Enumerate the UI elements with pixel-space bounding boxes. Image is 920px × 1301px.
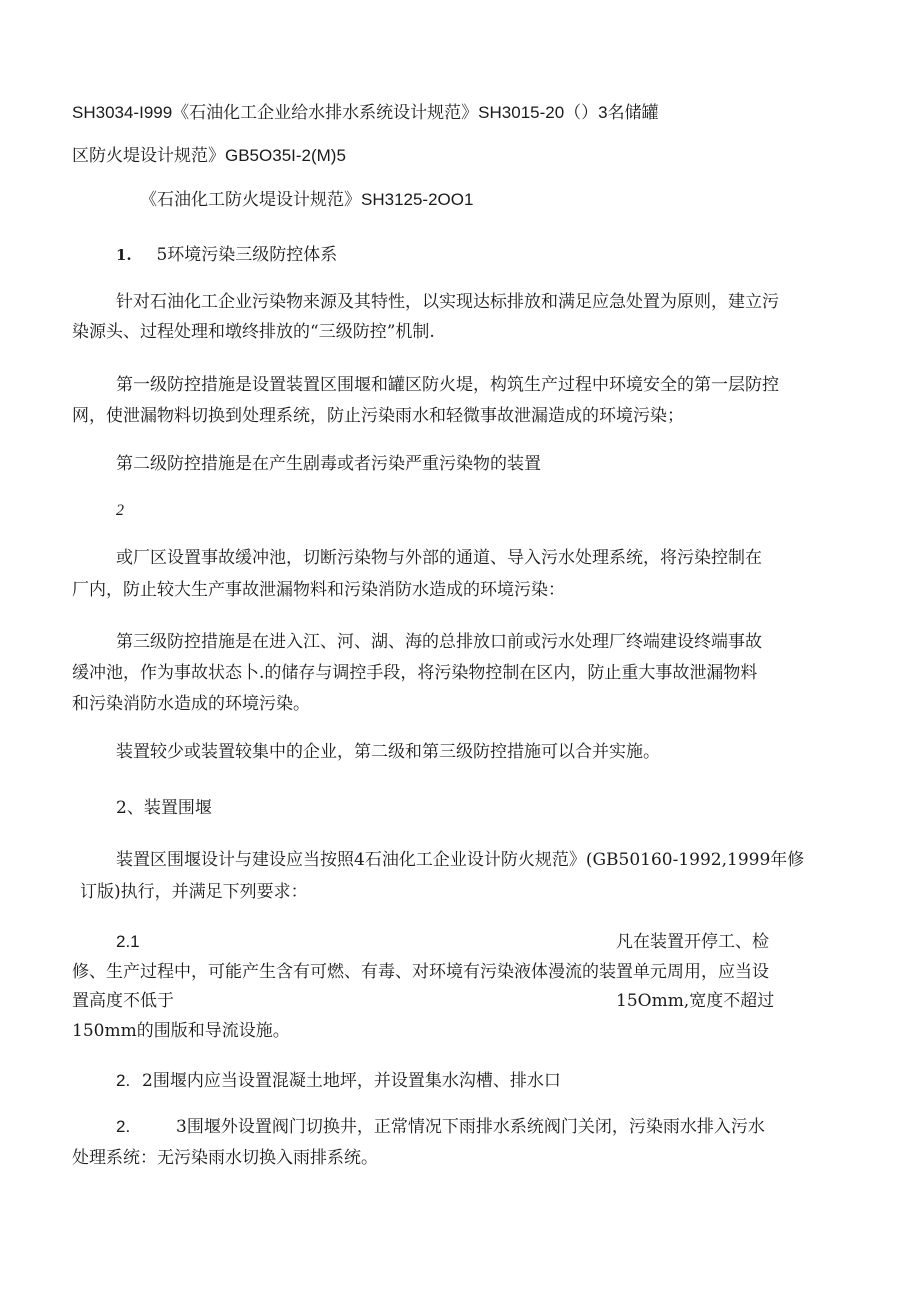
paragraph-level3-line-2: 缓冲池，作为事故状态卜.的储存与调控手段，将污染物控制在区内，防止重大事故泄漏物料 xyxy=(72,663,758,683)
paragraph-level2-line-1: 或厂区设置事故缓冲池，切断污染物与外部的通道、导入污水处理系统，将污染控制在 xyxy=(116,548,762,568)
paragraph-level1-line-1: 第一级防控措施是设置装置区围堰和罐区防火堤，构筑生产过程中环境安全的第一层防控 xyxy=(116,375,779,395)
section-heading-1-5 xyxy=(116,243,337,267)
item-2-3-line-2: 处理系统：无污染雨水切换入雨排系统。 xyxy=(72,1148,378,1168)
item-2-1-line-4: 150mm的围版和导流设施。 xyxy=(72,1021,290,1041)
paragraph-level3-line-3: 和污染消防水造成的环境污染。 xyxy=(72,694,310,714)
item-2-1-number: 2.1 xyxy=(116,932,140,951)
item-2-1-line-3-right: 15Omm,宽度不超过 xyxy=(616,991,775,1011)
section-number: 1. xyxy=(116,246,132,264)
paragraph-level2-line-2: 厂内，防止较大生产事故泄漏物料和污染消防水造成的环境污染： xyxy=(72,580,565,600)
section-title: 5环境污染三级防控体系 xyxy=(156,245,338,265)
paragraph-intro-line-2: 染源头、过程处理和墩终排放的“三级防控”机制. xyxy=(72,322,435,342)
paragraph-merge-note: 装置较少或装置较集中的企业，第二级和第三级防控措施可以合并实施。 xyxy=(116,742,660,762)
page-number-marker: 2 xyxy=(116,502,124,519)
paragraph-sec2-line-2: 订版)执行，并满足下列要求： xyxy=(80,882,308,902)
paragraph-sec2-line-1: 装置区围堰设计与建设应当按照4石油化工企业设计防火规范》(GB50160-1992,1999年修 xyxy=(116,850,805,870)
item-2-1-line-3-left: 置高度不低于 xyxy=(72,991,174,1011)
item-2-1-line-1: 凡在装置开停工、检 xyxy=(616,932,769,952)
paragraph-level2-head: 第二级防控措施是在产生剧毒或者污染严重污染物的装置 xyxy=(116,454,541,474)
reference-line-3: 《石油化工防火堤设计规范》SH3125-2OO1 xyxy=(140,190,474,209)
item-2-3-number: 2. xyxy=(116,1117,131,1136)
item-2-2-text: 2围堰内应当设置混凝土地坪，并设置集水沟槽、排水口 xyxy=(142,1071,561,1091)
reference-line-1: SH3034-I999《石油化工企业给水排水系统设计规范》SH3015-20（）3名储罐 xyxy=(72,103,659,122)
paragraph-level3-line-1: 第三级防控措施是在进入江、河、湖、海的总排放口前或污水处理厂终端建设终端事故 xyxy=(116,632,762,652)
item-2-1-line-2: 修、生产过程中，可能产生含有可燃、有毒、对环境有污染液体漫流的装置单元周用，应当设 xyxy=(72,962,769,982)
item-2-2-number: 2. xyxy=(116,1071,131,1090)
paragraph-level1-line-2: 网，使泄漏物料切换到处理系统，防止污染雨水和轻微事故泄漏造成的环境污染； xyxy=(72,406,684,426)
reference-line-2: 区防火堤设计规范》GB5O35I-2(M)5 xyxy=(72,146,346,165)
item-2-3-line-1: 3围堰外设置阀门切换井，正常情况下雨排水系统阀门关闭，污染雨水排入污水 xyxy=(176,1117,765,1137)
section-heading-2: 2、装置围堰 xyxy=(116,798,212,818)
paragraph-intro-line-1: 针对石油化工企业污染物来源及其特性，以实现达标排放和满足应急处置为原则，建立污 xyxy=(116,292,779,312)
